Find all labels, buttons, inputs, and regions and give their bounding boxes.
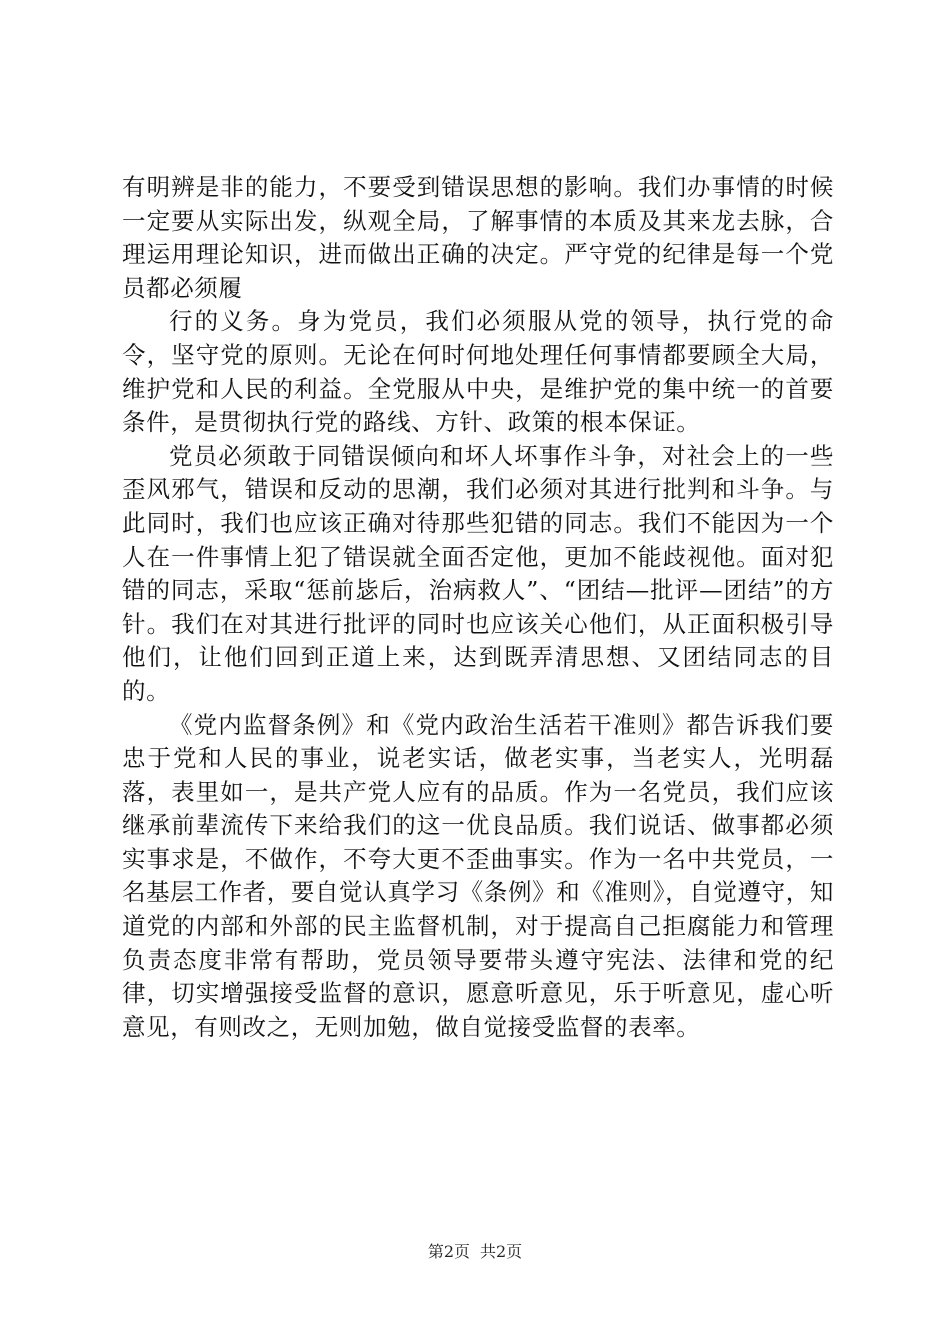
paragraph-party-discipline: 行的义务。身为党员，我们必须服从党的领导，执行党的命令，坚守党的原则。无论在何时何地处理任何事情都要顾全大局，维护党和人民的利益。全党服从中央，是维护党的集中统一的首要条件，是贯彻执行党的路线、方针、政策的根本保证。 bbox=[122, 307, 834, 437]
page-number: 第2页 bbox=[427, 1242, 470, 1261]
paragraph-struggle: 党员必须敢于同错误倾向和坏人坏事作斗争，对社会上的一些歪风邪气，错误和反动的思潮，我们必须对其进行批判和斗争。与此同时，我们也应该正确对待那些犯错的同志。我们不能因为一个人在一件事情上犯了错误就全面否定他，更加不能歧视他。面对犯错的同志，采取“惩前毖后，治病救人”、“团结—批评—团结”的方针。我们在对其进行批评的同时也应该关心他们，从正面积极引导他们，让他们回到正道上来，达到既弄清思想、又团结同志的目的。 bbox=[122, 441, 834, 705]
paragraph-supervision: 《党内监督条例》和《党内政治生活若干准则》都告诉我们要忠于党和人民的事业，说老实话，做老实事，当老实人，光明磊落，表里如一，是共产党人应有的品质。作为一名党员，我们应该继承前辈流传下来给我们的这一优良品质。我们说话、做事都必须实事求是，不做作，不夸大更不歪曲事实。作为一名中共党员，一名基层工作者，要自觉认真学习《条例》和《准则》，自觉遵守，知道党的内部和外部的民主监督机制，对于提高自己拒腐能力和管理负责态度非常有帮助，党员领导要带头遵守宪法、法律和党的纪律，切实增强接受监督的意识，愿意听意见，乐于听意见，虚心听意见，有则改之，无则加勉，做自觉接受监督的表率。 bbox=[122, 710, 834, 1041]
page-total: 共2页 bbox=[480, 1242, 523, 1261]
document-body bbox=[122, 171, 834, 1044]
paragraph-continued: 有明辨是非的能力，不要受到错误思想的影响。我们办事情的时候一定要从实际出发，纵观全局，了解事情的本质及其来龙去脉，合理运用理论知识，进而做出正确的决定。严守党的纪律是每一个党员都必须履 bbox=[122, 173, 834, 302]
page-footer bbox=[0, 1241, 950, 1263]
